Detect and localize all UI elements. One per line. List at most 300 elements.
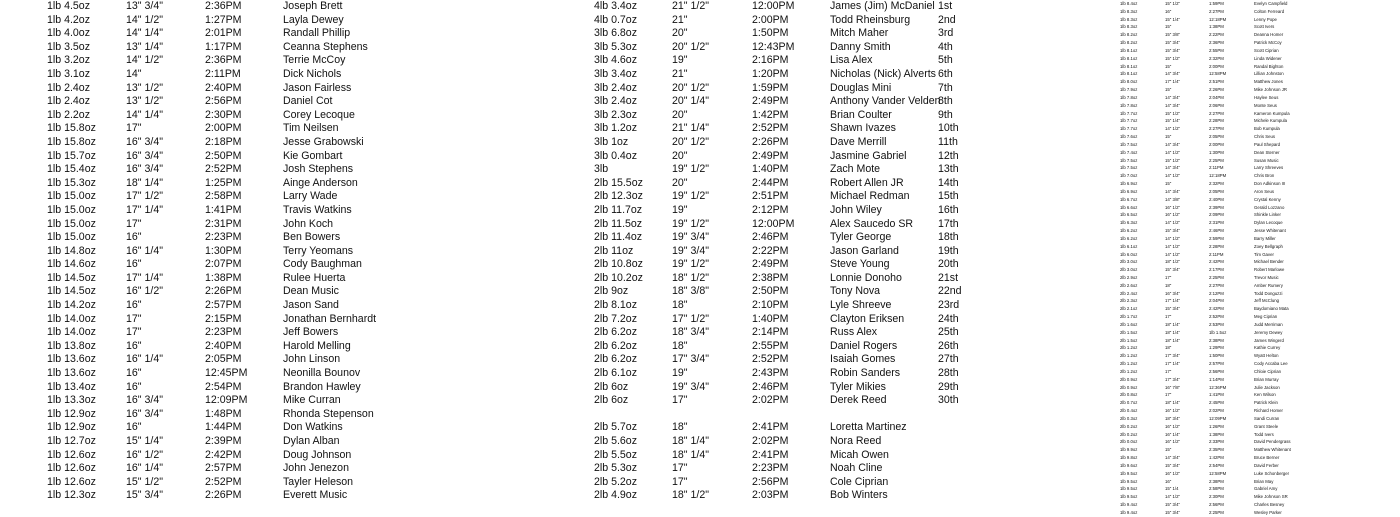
weight-cell: 1lb 15.0oz <box>47 203 96 216</box>
place-cell: 30th <box>938 394 959 407</box>
length-cell: 15" 3/4" <box>1165 502 1180 507</box>
weight-cell: 1lb 7.8oz <box>1120 94 1138 100</box>
angler-name-cell: Lonnie Donoho <box>830 271 902 284</box>
small-result-row <box>1120 0 1400 8</box>
angler-name-cell: Evelyn Campfield <box>1254 1 1288 6</box>
length-cell: 16" 3/4" <box>126 163 163 176</box>
angler-name-cell: Danny Smith <box>830 40 891 53</box>
place-cell: 13th <box>938 163 959 176</box>
small-result-row <box>1120 23 1400 31</box>
weight-cell: 1lb 3.2oz <box>47 54 90 67</box>
time-cell: 2:02PM <box>752 435 789 447</box>
time-cell: 2:56PM <box>752 475 789 488</box>
angler-name-cell: Randal Bighton <box>1254 63 1284 69</box>
weight-cell: 1lb 14.5oz <box>47 285 96 298</box>
length-cell: 20" <box>672 27 688 40</box>
weight-cell: 1lb 14.0oz <box>47 312 96 325</box>
angler-name-cell: Trevor Music <box>1254 274 1279 280</box>
weight-cell: 3lb 1oz <box>594 135 629 148</box>
length-cell: 20" <box>672 108 688 121</box>
weight-cell: 1lb 7.6oz <box>1120 134 1138 140</box>
weight-cell: 3lb 2.4oz <box>594 95 637 108</box>
length-cell: 20" <box>672 149 688 162</box>
weight-cell: 1lb 9.5oz <box>1120 494 1138 500</box>
angler-name-cell: Micah Owen <box>830 448 889 461</box>
length-cell: 15" 1/2" <box>126 475 163 488</box>
time-cell: 2:22PM <box>752 244 789 257</box>
time-cell: 2:42PM <box>1209 259 1224 265</box>
time-cell: 2:57PM <box>205 299 242 312</box>
weight-cell: 1lb 6.6oz <box>1120 204 1138 210</box>
length-cell: 15" 3/4" <box>1165 267 1180 273</box>
length-cell: 17" <box>1165 274 1172 280</box>
time-cell: 1:38PM <box>1209 431 1224 437</box>
time-cell: 1:48PM <box>205 407 242 420</box>
weight-cell: 1lb 8.3oz <box>1120 24 1138 30</box>
angler-name-cell: Tim Neilsen <box>283 122 339 135</box>
time-cell: 2:28PM <box>1209 118 1224 124</box>
small-result-row <box>1120 391 1400 399</box>
length-cell: 17" <box>1165 368 1172 374</box>
angler-name-cell: Richard Homer <box>1254 408 1283 414</box>
place-cell: 7th <box>938 81 953 94</box>
length-cell: 16" 3/4" <box>126 135 163 148</box>
length-cell: 14" 1/4" <box>126 108 163 121</box>
angler-name-cell: Julie Jackson <box>1254 384 1280 390</box>
place-cell: 12th <box>938 149 959 162</box>
small-result-row <box>1120 172 1400 180</box>
weight-cell: 2lb 8.1oz <box>594 299 637 312</box>
length-cell: 19" <box>672 54 688 67</box>
angler-name-cell: Paul Shepard <box>1254 141 1281 147</box>
small-result-row <box>1120 157 1400 165</box>
length-cell: 17" 1/4" <box>126 271 163 284</box>
small-result-row <box>1120 321 1400 329</box>
time-cell: 2:39PM <box>1209 204 1224 210</box>
angler-name-cell: Steve Young <box>830 258 890 271</box>
length-cell: 16" 1/2" <box>1165 212 1180 218</box>
weight-cell: 1lb 7.5oz <box>1120 157 1138 163</box>
length-cell: 15" <box>1165 87 1172 93</box>
weight-cell: 1lb 7.7oz <box>1120 118 1138 124</box>
length-cell: 16" 1/2" <box>1165 423 1180 429</box>
angler-name-cell: John Wiley <box>830 203 882 216</box>
length-cell: 18" 1/4" <box>672 448 709 461</box>
angler-name-cell: Derek Reed <box>830 394 887 407</box>
angler-name-cell: Tyler Mikies <box>830 380 886 393</box>
time-cell: 2:26PM <box>1209 87 1224 93</box>
small-result-row <box>1120 180 1400 188</box>
angler-name-cell: Jesse Whitenant <box>1254 228 1286 234</box>
length-cell: 15" <box>1165 181 1172 187</box>
weight-cell: 1lb 2.4oz <box>47 95 90 108</box>
length-cell: 18" <box>1165 282 1172 288</box>
time-cell: 2:00PM <box>752 13 789 26</box>
small-result-row <box>1120 78 1400 86</box>
angler-name-cell: David Ferber <box>1254 462 1279 468</box>
weight-cell: 1lb 8.2oz <box>1120 32 1138 38</box>
time-cell: 2:00PM <box>205 122 242 135</box>
angler-name-cell: Tim Gaver <box>1254 251 1274 257</box>
angler-name-cell: Alex Saucedo SR <box>830 217 914 230</box>
length-cell: 16" 1/4" <box>1165 431 1180 437</box>
length-cell: 15" 3/4" <box>126 489 163 502</box>
weight-cell: 4lb 3.4oz <box>594 0 637 12</box>
weight-cell: 2lb 3.0oz <box>1120 259 1138 265</box>
time-cell: 2:53PM <box>1209 321 1224 327</box>
weight-cell: 2lb 5.5oz <box>594 448 637 461</box>
small-result-row <box>1120 478 1400 486</box>
place-cell: 21st <box>938 271 959 284</box>
weight-cell: 2lb 10.8oz <box>594 258 643 271</box>
angler-name-cell: Larry Wade <box>283 190 338 203</box>
time-cell: 2:25PM <box>1209 509 1224 515</box>
angler-name-cell: Monte Seus <box>1254 102 1277 108</box>
weight-cell: 1lb 12.6oz <box>47 462 96 475</box>
angler-name-cell: Barry Miller <box>1254 235 1276 241</box>
length-cell: 18" 1/4" <box>126 176 163 189</box>
length-cell: 20" <box>672 176 688 189</box>
time-cell: 2:01PM <box>205 27 242 40</box>
small-result-row <box>1120 102 1400 110</box>
small-result-row <box>1120 110 1400 118</box>
time-cell: 1lb 1.5oz <box>1209 329 1227 335</box>
time-cell: 2:50PM <box>205 149 242 162</box>
place-cell: 17th <box>938 217 959 230</box>
weight-cell: 1lb 8.1oz <box>1120 47 1138 53</box>
length-cell: 19" 1/2" <box>672 163 709 176</box>
time-cell: 2:27PM <box>1209 8 1224 14</box>
length-cell: 17" <box>1165 314 1172 320</box>
angler-name-cell: Jasmine Gabriel <box>830 149 907 162</box>
time-cell: 2:32PM <box>1209 55 1224 61</box>
length-cell: 18" 1/2" <box>1165 259 1180 265</box>
time-cell: 2:26PM <box>205 489 242 502</box>
time-cell: 1:29PM <box>1209 345 1224 351</box>
small-result-row <box>1120 399 1400 407</box>
time-cell: 2:55PM <box>752 339 789 352</box>
weight-cell: 1lb 9.5oz <box>1120 486 1138 492</box>
length-cell: 18" <box>1165 345 1172 351</box>
angler-name-cell: John Linson <box>283 353 341 366</box>
length-cell: 19" 3/4" <box>672 380 709 393</box>
angler-name-cell: Larry Shreeves <box>1254 165 1284 171</box>
weight-cell: 1lb 15.4oz <box>47 163 96 176</box>
length-cell: 18" 1/4" <box>1165 337 1180 343</box>
small-result-row <box>1120 509 1400 517</box>
weight-cell: 2lb 1.6oz <box>1120 321 1138 327</box>
length-cell: 13" 3/4" <box>126 0 163 12</box>
small-result-row <box>1120 55 1400 63</box>
angler-name-cell: Nicholas (Nick) Alverts <box>830 67 936 80</box>
weight-cell: 1lb 8.1oz <box>1120 71 1138 77</box>
weight-cell: 1lb 9.4oz <box>1120 509 1138 515</box>
angler-name-cell: Wyatt Helton <box>1254 353 1279 359</box>
weight-cell: 2lb 5.2oz <box>594 475 637 488</box>
place-cell: 18th <box>938 231 959 244</box>
angler-name-cell: Tyler George <box>830 231 892 244</box>
weight-cell: 2lb 2.6oz <box>1120 282 1138 288</box>
time-cell: 2:38PM <box>752 271 789 284</box>
angler-name-cell: John Jenezon <box>283 462 349 475</box>
small-result-row <box>1120 352 1400 360</box>
time-cell: 2:15PM <box>205 312 242 325</box>
length-cell: 21" 1/4" <box>672 122 709 135</box>
length-cell: 15" <box>1165 447 1172 453</box>
small-result-row <box>1120 164 1400 172</box>
angler-name-cell: Matthew Jones <box>1254 79 1283 85</box>
time-cell: 2:56PM <box>205 95 242 108</box>
time-cell: 1:40PM <box>752 163 789 176</box>
weight-cell: 1lb 7.7oz <box>1120 126 1138 132</box>
length-cell: 15" <box>1165 24 1172 30</box>
time-cell: 2:28PM <box>1209 243 1224 249</box>
time-cell: 2:27PM <box>1209 282 1224 288</box>
weight-cell: 1lb 8.3oz <box>1120 16 1138 22</box>
angler-name-cell: James (Jim) McDaniel <box>830 0 935 12</box>
length-cell: 17" 1/4" <box>126 203 163 216</box>
length-cell: 15" 3/4" <box>1165 228 1180 234</box>
length-cell: 19" 1/2" <box>672 217 709 230</box>
angler-name-cell: Jeff McClung <box>1254 298 1279 304</box>
angler-name-cell: Todd Ivers <box>1254 431 1274 437</box>
weight-cell: 1lb 14.0oz <box>47 326 96 339</box>
length-cell: 16" 1/2" <box>1165 470 1180 476</box>
angler-name-cell: Mitch Maher <box>830 27 889 40</box>
angler-name-cell: Gabriel Amy <box>1254 486 1278 492</box>
length-cell: 19" 3/4" <box>672 231 709 244</box>
time-cell: 1:40PM <box>752 312 789 325</box>
time-cell: 1:30PM <box>1209 149 1224 155</box>
small-result-row <box>1120 376 1400 384</box>
length-cell: 14" 1/2" <box>1165 494 1180 500</box>
weight-cell: 1lb 8.4oz <box>1120 1 1138 6</box>
time-cell: 2:51PM <box>1209 79 1224 85</box>
angler-name-cell: Deanna Homer <box>1254 32 1284 38</box>
time-cell: 2:23PM <box>205 326 242 339</box>
length-cell: 17" <box>126 326 142 339</box>
time-cell: 2:06PM <box>1209 102 1224 108</box>
angler-name-cell: Crystal Kenny <box>1254 196 1281 202</box>
angler-name-cell: Bob Winters <box>830 489 888 502</box>
angler-name-cell: Don Adkinson III <box>1254 181 1286 187</box>
time-cell: 2:41PM <box>752 421 789 434</box>
weight-cell: 1lb 6.9oz <box>1120 188 1138 194</box>
angler-name-cell: James Wingerd <box>1254 337 1284 343</box>
angler-name-cell: Loretta Martinez <box>830 421 907 434</box>
angler-name-cell: Mike Johnson JR <box>1254 87 1287 93</box>
length-cell: 17" 1/4" <box>1165 79 1180 85</box>
angler-name-cell: Anthony Vander Velden <box>830 95 941 108</box>
angler-name-cell: Rhonda Stepenson <box>283 407 374 420</box>
length-cell: 19" <box>672 203 688 216</box>
angler-name-cell: Brian May <box>1254 478 1274 484</box>
angler-name-cell: Luke Schonberger <box>1254 470 1290 476</box>
weight-cell: 1lb 14.5oz <box>47 271 96 284</box>
weight-cell: 1lb 2.4oz <box>47 81 90 94</box>
time-cell: 2:38PM <box>1209 337 1224 343</box>
small-result-row <box>1120 344 1400 352</box>
angler-name-cell: Dick Nichols <box>283 67 342 80</box>
weight-cell: 1lb 12.3oz <box>47 489 96 502</box>
weight-cell: 1lb 9.8oz <box>1120 455 1138 461</box>
time-cell: 2:42PM <box>205 448 242 461</box>
angler-name-cell: Chris Seus <box>1254 134 1276 140</box>
time-cell: 2:52PM <box>1209 314 1224 320</box>
length-cell: 15" 3/4" <box>1165 462 1180 468</box>
time-cell: 2:22PM <box>1209 32 1224 38</box>
small-result-row <box>1120 274 1400 282</box>
small-result-row <box>1120 211 1400 219</box>
weight-cell: 1lb 14.8oz <box>47 244 96 257</box>
weight-cell: 2lb 0.0oz <box>1120 439 1138 445</box>
small-result-row <box>1120 117 1400 125</box>
time-cell: 2:12PM <box>1209 290 1224 296</box>
weight-cell: 3lb <box>594 163 609 176</box>
time-cell: 12:00PM <box>752 0 795 12</box>
angler-name-cell: Baydomiano Mata <box>1254 306 1289 312</box>
length-cell: 15" 1/2" <box>1165 1 1180 6</box>
place-cell: 26th <box>938 339 959 352</box>
angler-name-cell: Judd Merriman <box>1254 321 1283 327</box>
length-cell: 15" 1/2" <box>1165 55 1180 61</box>
angler-name-cell: Amber Rumery <box>1254 282 1283 288</box>
length-cell: 19" 1/2" <box>672 258 709 271</box>
angler-name-cell: Tayler Heleson <box>283 475 354 488</box>
weight-cell: 1lb 12.9oz <box>47 407 96 420</box>
small-result-row <box>1120 360 1400 368</box>
time-cell: 2:50PM <box>752 285 789 298</box>
angler-name-cell: Kie Gombart <box>283 149 343 162</box>
weight-cell: 1lb 2.2oz <box>47 108 90 121</box>
angler-name-cell: Terrie McCoy <box>283 54 346 67</box>
weight-cell: 2lb 6.1oz <box>594 367 637 380</box>
time-cell: 2:45PM <box>1209 400 1224 406</box>
time-cell: 2:52PM <box>752 353 789 366</box>
place-cell: 29th <box>938 380 959 393</box>
weight-cell: 1lb 9.9oz <box>1120 447 1138 453</box>
time-cell: 2:07PM <box>205 258 242 271</box>
weight-cell: 2lb 12.3oz <box>594 190 643 203</box>
angler-name-cell: Brandon Hawley <box>283 380 361 393</box>
angler-name-cell: Lillian Johnston <box>1254 71 1284 77</box>
angler-name-cell: Brian Coulter <box>830 108 892 121</box>
place-cell: 25th <box>938 326 959 339</box>
small-result-row <box>1120 149 1400 157</box>
weight-cell: 1lb 8.3oz <box>1120 8 1138 14</box>
time-cell: 12:00PM <box>752 217 795 230</box>
length-cell: 16" <box>1165 478 1172 484</box>
length-cell: 14" 3/4" <box>1165 141 1180 147</box>
time-cell: 1:17PM <box>205 40 242 53</box>
angler-name-cell: Nora Reed <box>830 435 882 447</box>
weight-cell: 2lb 1.2oz <box>1120 345 1138 351</box>
weight-cell: 1lb 8.1oz <box>1120 63 1138 69</box>
place-cell: 2nd <box>938 13 956 26</box>
time-cell: 1:50PM <box>1209 353 1224 359</box>
time-cell: 2:49PM <box>752 258 789 271</box>
time-cell: 2:35PM <box>1209 447 1224 453</box>
length-cell: 18" 3/4" <box>672 326 709 339</box>
length-cell: 15" 3/4" <box>1165 47 1180 53</box>
time-cell: 2:42PM <box>1209 306 1224 312</box>
angler-name-cell: Zoey Bellgraph <box>1254 243 1283 249</box>
weight-cell: 1lb 6.7oz <box>1120 196 1138 202</box>
angler-name-cell: Jeremy Dewey <box>1254 329 1283 335</box>
small-result-row <box>1120 290 1400 298</box>
angler-name-cell: Aron Seus <box>1254 188 1275 194</box>
time-cell: 12:09PM <box>205 394 248 407</box>
length-cell: 17" 1/2" <box>126 190 163 203</box>
time-cell: 2:00PM <box>1209 141 1224 147</box>
weight-cell: 4lb 0.7oz <box>594 13 637 26</box>
weight-cell: 2lb 1.7oz <box>1120 314 1138 320</box>
small-result-row <box>1120 423 1400 431</box>
place-cell: 22nd <box>938 285 962 298</box>
time-cell: 1:42PM <box>752 108 789 121</box>
weight-cell: 1lb 7.5oz <box>1120 165 1138 171</box>
weight-cell: 2lb 0.4oz <box>1120 408 1138 414</box>
length-cell: 17" <box>672 394 688 407</box>
time-cell: 2:52PM <box>752 122 789 135</box>
angler-name-cell: Clayton Eriksen <box>830 312 905 325</box>
length-cell: 18" <box>672 299 688 312</box>
weight-cell: 2lb 0.9oz <box>1120 376 1138 382</box>
angler-name-cell: Josh Stephens <box>283 163 354 176</box>
weight-cell: 2lb 6oz <box>594 394 629 407</box>
weight-cell: 2lb 6.2oz <box>594 326 637 339</box>
length-cell: 18" 1/2" <box>672 489 709 502</box>
small-result-row <box>1120 133 1400 141</box>
weight-cell: 3lb 2.3oz <box>594 108 637 121</box>
weight-cell: 2lb 0.2oz <box>1120 423 1138 429</box>
angler-name-cell: Dylan Alban <box>283 435 340 447</box>
angler-name-cell: Randall Phillip <box>283 27 351 40</box>
time-cell: 2:36PM <box>205 0 242 12</box>
time-cell: 2:51PM <box>752 190 789 203</box>
length-cell: 17" 1/4" <box>1165 361 1180 367</box>
length-cell: 16" <box>126 339 142 352</box>
place-cell: 16th <box>938 203 959 216</box>
small-result-row <box>1120 282 1400 290</box>
small-result-row <box>1120 297 1400 305</box>
length-cell: 17" 1/4" <box>1165 298 1180 304</box>
time-cell: 2:33PM <box>1209 439 1224 445</box>
time-cell: 2:58PM <box>1209 486 1224 492</box>
angler-name-cell: Everett Music <box>283 489 348 502</box>
weight-cell: 1lb 8.0oz <box>1120 79 1138 85</box>
length-cell: 15" 3/8" <box>1165 32 1180 38</box>
weight-cell: 1lb 12.7oz <box>47 435 96 447</box>
angler-name-cell: Haylee Seus <box>1254 94 1279 100</box>
small-result-row <box>1120 39 1400 47</box>
angler-name-cell: Corey Lecoque <box>283 108 355 121</box>
angler-name-cell: Terry Yeomans <box>283 244 354 257</box>
angler-name-cell: Lyle Shreeve <box>830 299 892 312</box>
small-result-row <box>1120 47 1400 55</box>
length-cell: 15" 1/2" <box>1165 110 1180 116</box>
length-cell: 14" 3/4" <box>1165 165 1180 171</box>
time-cell: 2:03PM <box>752 489 789 502</box>
time-cell: 2:23PM <box>752 462 789 475</box>
small-result-row <box>1120 86 1400 94</box>
time-cell: 2:00PM <box>1209 63 1224 69</box>
time-cell: 2:05PM <box>1209 188 1224 194</box>
angler-name-cell: Colton Ferreard <box>1254 8 1285 14</box>
angler-name-cell: Jason Fairless <box>283 81 352 94</box>
weight-cell: 1lb 6.2oz <box>1120 235 1138 241</box>
length-cell: 15" 1/4" <box>126 435 163 447</box>
